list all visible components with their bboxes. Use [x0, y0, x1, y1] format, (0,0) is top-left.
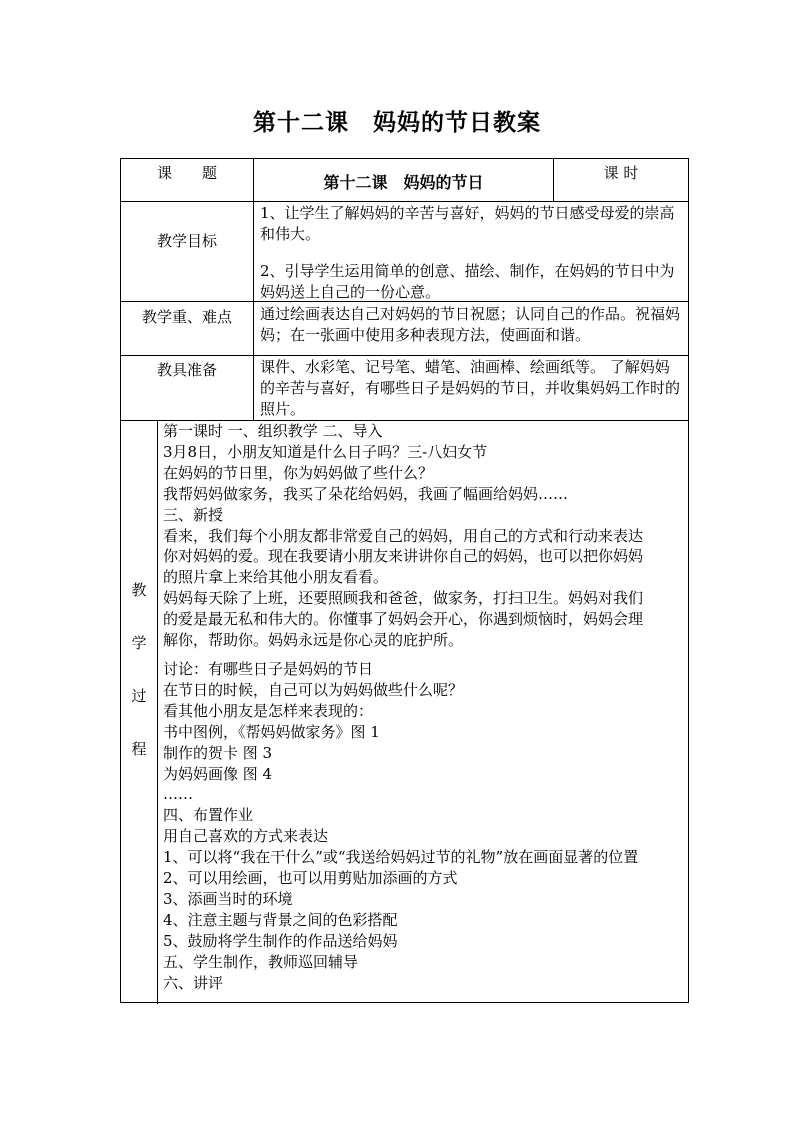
process-line: 四、布置作业 — [163, 806, 254, 825]
process-line: 六、讲评 — [163, 973, 224, 992]
process-line: 五、学生制作，教师巡回辅导 — [163, 952, 359, 971]
process-line: 3月8日，小朋友知道是什么日子吗？三-八妇女节 — [163, 442, 488, 461]
key-points-text: 通过绘画表达自己对妈妈的节日祝愿；认同自己的作品。祝福妈妈；在一张画中使用多种表现方法，使画面和谐。 — [260, 305, 681, 344]
document-title: 第十二课 妈妈的节日教案 — [253, 109, 541, 136]
process-line: 为妈妈画像 图 4 — [163, 764, 273, 783]
process-label-char: 程 — [131, 740, 147, 758]
process-line: 你对妈妈的爱。现在我要请小朋友来讲讲你自己的妈妈，也可以把你妈妈 — [163, 547, 644, 566]
process-line: 的照片拿上来给其他小朋友看看。 — [163, 568, 389, 587]
process-line: 4、注意主题与背景之间的色彩搭配 — [163, 910, 398, 929]
process-line: 看来，我们每个小朋友都非常爱自己的妈妈，用自己的方式和行动来表达 — [163, 526, 644, 545]
topic-value: 第十二课 妈妈的节日 — [323, 173, 484, 192]
process-content — [163, 421, 687, 993]
process-line: 制作的贺卡 图 3 — [163, 743, 273, 762]
hours-label: 课 时 — [603, 164, 639, 182]
process-block — [163, 659, 687, 994]
process-line: 3、添画当时的环境 — [163, 889, 293, 908]
process-line: 书中图例，《帮妈妈做家务》图 1 — [163, 722, 380, 741]
process-line: 在妈妈的节日里，你为妈妈做了些什么？ — [163, 463, 434, 482]
lesson-plan-table — [120, 158, 689, 1003]
process-line: 用自己喜欢的方式来表达 — [163, 827, 329, 846]
process-line: 解你，帮助你。妈妈永远是你心灵的庇护所。 — [163, 631, 464, 650]
process-line: 讨论：有哪些日子是妈妈的节日 — [163, 659, 374, 678]
goal-item: 1、让学生了解妈妈的辛苦与喜好，妈妈的节日感受母爱的崇高和伟大。 — [260, 204, 675, 243]
prep-label: 教具准备 — [156, 361, 217, 379]
process-line: …… — [163, 785, 193, 804]
process-line: 妈妈每天除了上班，还要照顾我和爸爸，做家务，打扫卫生。妈妈对我们 — [163, 589, 644, 608]
row-divider — [121, 201, 688, 202]
prep-text: 课件、水彩笔、记号笔、蜡笔、油画棒、绘画纸等。 了解妈妈的辛苦与喜好，有哪些日子是妈妈的节日，并收集妈妈工作时的照片。 — [260, 358, 681, 418]
process-line: 2、可以用绘画，也可以用剪贴加添画的方式 — [163, 869, 458, 888]
process-line: 看其他小朋友是怎样来表现的： — [163, 701, 374, 720]
process-line: 5、鼓励将学生制作的作品送给妈妈 — [163, 931, 398, 950]
process-label-char: 学 — [131, 634, 147, 652]
goals-label: 教学目标 — [156, 232, 217, 250]
process-line: 三、新授 — [163, 505, 224, 524]
process-line: 在节日的时候，自己可以为妈妈做些什么呢？ — [163, 680, 464, 699]
process-line: 我帮妈妈做家务，我买了朵花给妈妈，我画了幅画给妈妈…… — [163, 484, 569, 503]
goal-item: 2、引导学生运用简单的创意、描绘、制作，在妈妈的节日中为妈妈送上自己的一份心意。 — [260, 262, 675, 301]
process-line: 1、可以将“我在干什么”或“我送给妈妈过节的礼物”放在画面显著的位置 — [163, 848, 639, 867]
process-line: 第一课时 一、组织教学 二、导入 — [163, 422, 383, 440]
row-divider — [121, 355, 688, 356]
column-divider — [157, 420, 158, 1004]
process-label-char: 教 — [131, 581, 147, 599]
process-line: 的爱是最无私和伟大的。你懂事了妈妈会开心，你遇到烦恼时，妈妈会理 — [163, 610, 644, 629]
column-divider — [253, 159, 254, 420]
key-points-label: 教学重、难点 — [141, 308, 232, 326]
process-block — [163, 421, 687, 651]
process-label-char: 过 — [131, 687, 147, 705]
topic-label: 课 题 — [156, 164, 217, 182]
